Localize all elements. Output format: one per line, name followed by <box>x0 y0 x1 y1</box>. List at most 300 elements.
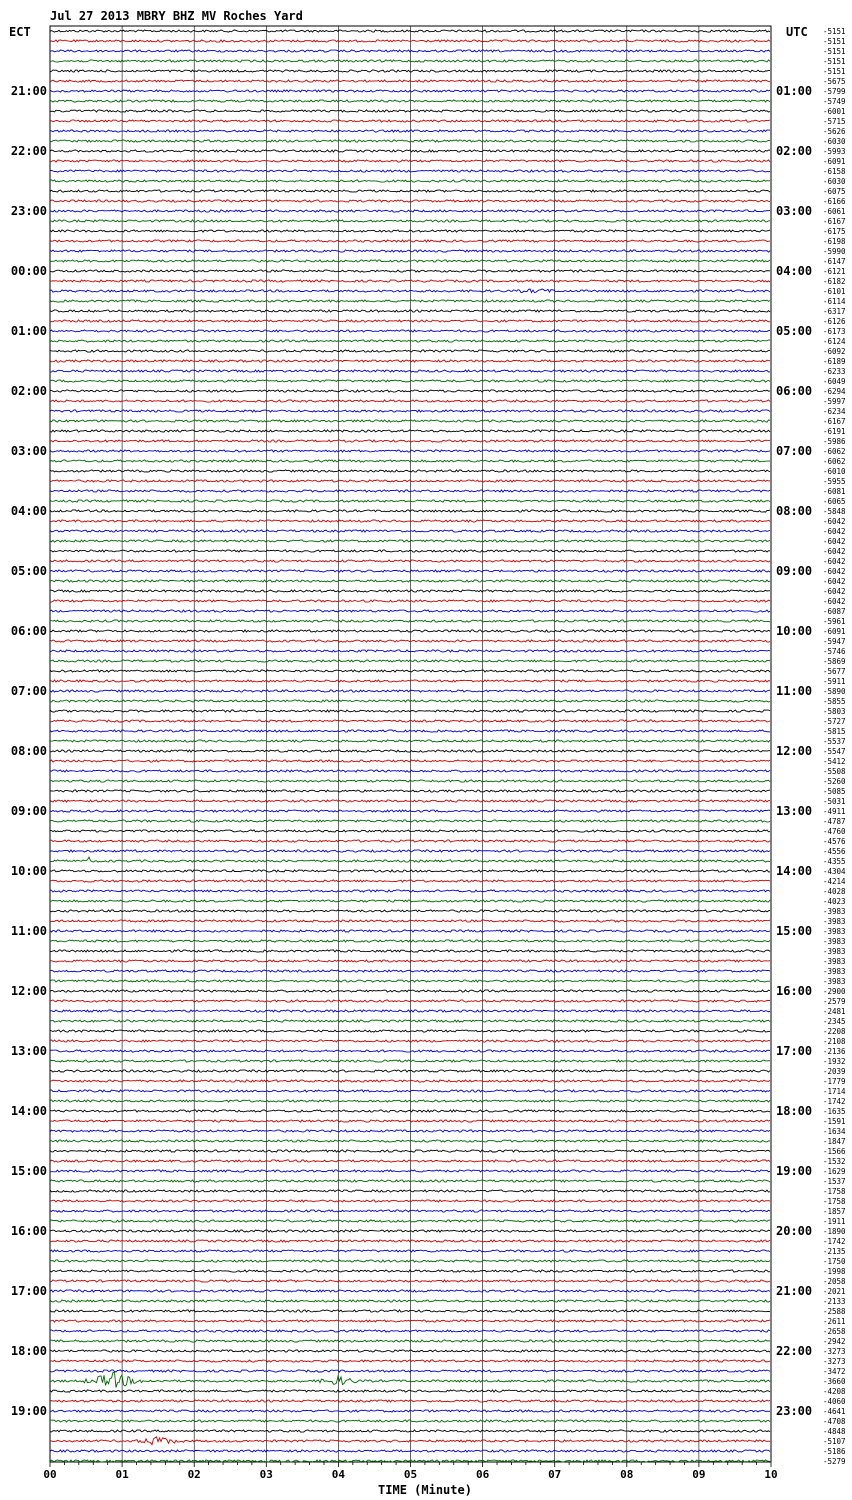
trace-offset-label: -4760 <box>823 827 846 836</box>
trace-line <box>50 660 770 662</box>
trace-line <box>50 130 770 132</box>
trace-offset-label: -1566 <box>823 1147 846 1156</box>
trace-line <box>50 220 770 222</box>
utc-hour-label: 14:00 <box>776 864 813 878</box>
trace-offset-label: -6121 <box>823 267 846 276</box>
trace-offset-label: -2942 <box>823 1337 846 1346</box>
x-tick-label: 05 <box>403 1468 418 1481</box>
trace-offset-label: -5990 <box>823 247 846 256</box>
utc-hour-label: 17:00 <box>776 1044 813 1058</box>
trace-line <box>50 1050 770 1052</box>
trace-offset-label: -5508 <box>823 767 846 776</box>
ect-hour-label: 01:00 <box>10 324 47 338</box>
utc-hour-label: 19:00 <box>776 1164 813 1178</box>
trace-offset-label: -4060 <box>823 1397 846 1406</box>
trace-line <box>50 1030 770 1032</box>
trace-line <box>50 920 770 922</box>
trace-offset-label: -6087 <box>823 607 846 616</box>
trace-line <box>50 680 770 682</box>
trace-line <box>50 730 770 732</box>
trace-offset-label: -2588 <box>823 1307 846 1316</box>
trace-offset-label: -3983 <box>823 907 846 916</box>
trace-line <box>50 490 770 492</box>
trace-offset-label: -2208 <box>823 1027 846 1036</box>
trace-line <box>50 1190 770 1192</box>
trace-offset-label: -5085 <box>823 787 846 796</box>
trace-offset-label: -6062 <box>823 447 846 456</box>
trace-line <box>50 1230 770 1232</box>
trace-offset-label: -6042 <box>823 567 846 576</box>
trace-offset-label: -2135 <box>823 1247 846 1256</box>
trace-offset-label: -5031 <box>823 797 846 806</box>
ect-hour-label: 10:00 <box>10 864 47 878</box>
left-axis-label: ECT <box>9 25 31 39</box>
trace-line <box>50 1120 770 1122</box>
ect-hour-label: 08:00 <box>10 744 47 758</box>
trace-offset-label: -5412 <box>823 757 846 766</box>
trace-line <box>50 1240 770 1242</box>
trace-offset-label: -6091 <box>823 627 846 636</box>
trace-offset-label: -6030 <box>823 137 846 146</box>
trace-line <box>50 1220 770 1222</box>
trace-offset-label: -6092 <box>823 347 846 356</box>
utc-hour-label: 16:00 <box>776 984 813 998</box>
trace-offset-label: -5803 <box>823 707 846 716</box>
trace-line <box>50 1310 770 1312</box>
trace-offset-label: -4028 <box>823 887 846 896</box>
trace-offset-label: -6062 <box>823 457 846 466</box>
trace-offset-label: -1998 <box>823 1267 846 1276</box>
trace-offset-label: -6101 <box>823 287 846 296</box>
trace-offset-label: -1932 <box>823 1057 846 1066</box>
trace-offset-label: -6030 <box>823 177 846 186</box>
trace-offset-label: -2658 <box>823 1327 846 1336</box>
trace-line <box>50 70 770 72</box>
x-tick-label: 02 <box>187 1468 201 1481</box>
trace-offset-label: -3983 <box>823 927 846 936</box>
trace-offset-label: -1634 <box>823 1127 846 1136</box>
trace-line <box>50 1040 770 1042</box>
trace-offset-label: -2136 <box>823 1047 846 1056</box>
ect-hour-label: 03:00 <box>10 444 47 458</box>
trace-line <box>50 770 770 772</box>
ect-hour-label: 17:00 <box>10 1284 47 1298</box>
trace-line <box>50 820 770 822</box>
trace-offset-label: -6166 <box>823 197 846 206</box>
right-axis-label: UTC <box>786 25 808 39</box>
trace-line <box>50 890 770 892</box>
trace-line <box>50 370 770 372</box>
trace-offset-label: -4304 <box>823 867 846 876</box>
trace-line <box>50 720 770 722</box>
trace-offset-label: -6182 <box>823 277 846 286</box>
trace-offset-label: -3983 <box>823 977 846 986</box>
trace-line <box>50 250 770 252</box>
trace-offset-label: -6042 <box>823 537 846 546</box>
trace-line <box>50 1180 770 1182</box>
trace-offset-label: -2108 <box>823 1037 846 1046</box>
trace-offset-label: -6042 <box>823 547 846 556</box>
trace-line <box>50 630 770 632</box>
trace-offset-label: -3983 <box>823 937 846 946</box>
trace-offset-label: -1847 <box>823 1137 846 1146</box>
trace-line <box>50 1400 770 1402</box>
trace-line <box>50 1280 770 1282</box>
trace-line <box>50 850 770 852</box>
trace-offset-label: -6042 <box>823 597 846 606</box>
trace-offset-label: -4708 <box>823 1417 846 1426</box>
ect-hour-label: 06:00 <box>10 624 47 638</box>
trace-line <box>50 1260 770 1262</box>
ect-hour-label: 07:00 <box>10 684 47 698</box>
trace-offset-label: -5911 <box>823 677 846 686</box>
trace-line <box>50 940 770 942</box>
trace-offset-label: -6294 <box>823 387 846 396</box>
trace-offset-label: -6065 <box>823 497 846 506</box>
trace-line <box>50 550 770 552</box>
trace-offset-label: -6126 <box>823 317 846 326</box>
trace-offset-label: -5727 <box>823 717 846 726</box>
trace-line <box>50 740 770 742</box>
trace-line <box>50 1450 770 1452</box>
trace-line <box>50 310 770 312</box>
trace-offset-label: -4787 <box>823 817 846 826</box>
trace-offset-label: -1635 <box>823 1107 846 1116</box>
utc-hour-label: 03:00 <box>776 204 813 218</box>
trace-line <box>50 90 770 92</box>
trace-line <box>50 580 770 582</box>
trace-line <box>50 50 770 52</box>
utc-hour-label: 15:00 <box>776 924 813 938</box>
trace-line <box>50 710 770 712</box>
trace-offset-label: -4214 <box>823 877 846 886</box>
seismic-traces <box>50 30 770 1462</box>
trace-offset-label: -6061 <box>823 207 846 216</box>
trace-line <box>50 500 770 502</box>
ect-hour-label: 05:00 <box>10 564 47 578</box>
ect-hour-label: 23:00 <box>10 204 47 218</box>
trace-line <box>50 590 770 592</box>
ect-hour-label: 11:00 <box>10 924 47 938</box>
trace-line <box>50 1420 770 1422</box>
trace-line <box>50 1350 770 1352</box>
trace-line <box>50 1270 770 1272</box>
trace-line <box>50 1320 770 1322</box>
trace-offset-label: -6234 <box>823 407 846 416</box>
trace-offset-label: -6173 <box>823 327 846 336</box>
trace-offset-label: -6042 <box>823 527 846 536</box>
trace-line <box>50 450 770 452</box>
trace-offset-label: -2611 <box>823 1317 846 1326</box>
trace-line <box>50 870 770 872</box>
x-tick-label: 08 <box>620 1468 634 1481</box>
ect-hour-labels <box>11 84 47 1418</box>
trace-line <box>50 1020 770 1022</box>
trace-offset-label: -5986 <box>823 437 846 446</box>
trace-offset-label: -1714 <box>823 1087 846 1096</box>
x-tick-label: 07 <box>548 1468 562 1481</box>
trace-offset-label: -1911 <box>823 1217 846 1226</box>
utc-hour-label: 18:00 <box>776 1104 813 1118</box>
ect-hour-label: 15:00 <box>10 1164 47 1178</box>
trace-offset-label: -5961 <box>823 617 846 626</box>
trace-offset-label: -5537 <box>823 737 846 746</box>
trace-line <box>50 260 770 262</box>
trace-offset-label: -6175 <box>823 227 846 236</box>
x-tick-label: 03 <box>259 1468 273 1481</box>
trace-offset-label: -5107 <box>823 1437 846 1446</box>
trace-line <box>50 1372 770 1387</box>
trace-offset-label: -6124 <box>823 337 846 346</box>
trace-line <box>50 840 770 842</box>
trace-line <box>50 289 770 293</box>
trace-offset-label: -6042 <box>823 517 846 526</box>
trace-line <box>50 610 770 612</box>
trace-line <box>50 760 770 762</box>
trace-offset-label: -6091 <box>823 157 846 166</box>
trace-offset-label: -2021 <box>823 1287 846 1296</box>
trace-offset-label: -5993 <box>823 147 846 156</box>
trace-line <box>50 1200 770 1202</box>
trace-line <box>50 280 770 282</box>
trace-offset-label: -5151 <box>823 27 846 36</box>
trace-line <box>50 200 770 202</box>
x-axis-ticks <box>43 1462 777 1481</box>
trace-offset-label: -3983 <box>823 947 846 956</box>
ect-hour-label: 02:00 <box>10 384 47 398</box>
trace-offset-label: -2133 <box>823 1297 846 1306</box>
trace-line <box>50 1130 770 1132</box>
trace-line <box>50 1110 770 1112</box>
trace-offset-label: -1742 <box>823 1097 846 1106</box>
trace-offset-label: -6147 <box>823 257 846 266</box>
trace-offset-label: -1750 <box>823 1257 846 1266</box>
x-tick-label: 00 <box>43 1468 57 1481</box>
trace-line <box>50 1000 770 1002</box>
trace-line <box>50 1100 770 1102</box>
trace-offset-label: -4208 <box>823 1387 846 1396</box>
trace-line <box>50 810 770 812</box>
trace-offset-label: -5715 <box>823 117 846 126</box>
trace-line <box>50 560 770 562</box>
utc-hour-label: 13:00 <box>776 804 813 818</box>
trace-line <box>50 1330 770 1332</box>
trace-line <box>50 510 770 512</box>
trace-line <box>50 110 770 112</box>
trace-line <box>50 1210 770 1212</box>
trace-line <box>50 830 770 832</box>
trace-line <box>50 857 770 862</box>
trace-line <box>50 1300 770 1302</box>
x-tick-label: 10 <box>764 1468 778 1481</box>
trace-offset-label: -4576 <box>823 837 846 846</box>
ect-hour-label: 16:00 <box>10 1224 47 1238</box>
trace-offset-label: -1629 <box>823 1167 846 1176</box>
trace-line <box>50 120 770 122</box>
utc-hour-label: 23:00 <box>776 1404 813 1418</box>
trace-line <box>50 470 770 472</box>
trace-offset-label: -4641 <box>823 1407 846 1416</box>
trace-line <box>50 390 770 392</box>
trace-line <box>50 180 770 182</box>
trace-line <box>50 40 770 42</box>
trace-line <box>50 1430 770 1432</box>
trace-line <box>50 230 770 232</box>
trace-line <box>50 380 770 382</box>
trace-offset-label: -6001 <box>823 107 846 116</box>
trace-offset-label: -6158 <box>823 167 846 176</box>
trace-line <box>50 350 770 352</box>
trace-line <box>50 140 770 142</box>
trace-offset-label: -6042 <box>823 557 846 566</box>
ect-hour-label: 04:00 <box>10 504 47 518</box>
utc-hour-label: 01:00 <box>776 84 813 98</box>
trace-offset-label: -3273 <box>823 1347 846 1356</box>
trace-line <box>50 930 770 932</box>
trace-offset-label: -1537 <box>823 1177 846 1186</box>
trace-line <box>50 1390 770 1392</box>
trace-offset-label: -2039 <box>823 1067 846 1076</box>
trace-offset-label: -5547 <box>823 747 846 756</box>
chart-title: Jul 27 2013 MBRY BHZ MV Roches Yard <box>50 9 303 23</box>
trace-line <box>50 980 770 982</box>
ect-hour-label: 18:00 <box>10 1344 47 1358</box>
utc-hour-label: 02:00 <box>776 144 813 158</box>
trace-line <box>50 210 770 212</box>
trace-offset-label: -4556 <box>823 847 846 856</box>
trace-offset-label: -5890 <box>823 687 846 696</box>
trace-line <box>50 640 770 642</box>
trace-line <box>50 800 770 802</box>
trace-line <box>50 970 770 972</box>
trace-offset-label: -1758 <box>823 1197 846 1206</box>
trace-offset-label: -6233 <box>823 367 846 376</box>
trace-line <box>50 880 770 882</box>
trace-offset-label: -5260 <box>823 777 846 786</box>
trace-offset-label: -5955 <box>823 477 846 486</box>
trace-line <box>50 460 770 462</box>
x-tick-label: 09 <box>692 1468 706 1481</box>
trace-line <box>50 900 770 902</box>
utc-hour-label: 08:00 <box>776 504 813 518</box>
x-tick-label: 01 <box>115 1468 129 1481</box>
trace-line <box>50 990 770 992</box>
trace-offset-label: -3983 <box>823 917 846 926</box>
trace-line <box>50 1360 770 1362</box>
trace-offset-label: -3983 <box>823 957 846 966</box>
trace-offset-label: -6114 <box>823 297 846 306</box>
trace-line <box>50 1010 770 1012</box>
trace-line <box>50 520 770 522</box>
x-tick-label: 06 <box>475 1468 490 1481</box>
trace-line <box>50 60 770 62</box>
trace-offset-label: -5749 <box>823 97 846 106</box>
trace-offset-label: -1779 <box>823 1077 846 1086</box>
trace-offset-label: -5151 <box>823 67 846 76</box>
trace-line <box>50 80 770 82</box>
trace-line <box>50 1340 770 1342</box>
trace-line <box>50 600 770 602</box>
trace-offset-label: -5746 <box>823 647 846 656</box>
utc-hour-label: 06:00 <box>776 384 813 398</box>
trace-line <box>50 1370 770 1372</box>
trace-offset-label: -5799 <box>823 87 846 96</box>
trace-line <box>50 480 770 482</box>
trace-offset-label: -2058 <box>823 1277 846 1286</box>
ect-hour-label: 12:00 <box>10 984 47 998</box>
trace-line <box>50 1437 770 1445</box>
trace-line <box>50 100 770 102</box>
trace-line <box>50 650 770 652</box>
utc-hour-label: 05:00 <box>776 324 813 338</box>
trace-line <box>50 150 770 152</box>
trace-line <box>50 1410 770 1412</box>
trace-line <box>50 690 770 692</box>
ect-hour-label: 00:00 <box>10 264 47 278</box>
trace-offset-label: -4355 <box>823 857 846 866</box>
trace-offset-label: -2900 <box>823 987 846 996</box>
trace-offset-label: -1532 <box>823 1157 846 1166</box>
trace-offset-label: -6081 <box>823 487 846 496</box>
trace-offset-label: -1890 <box>823 1227 846 1236</box>
trace-line <box>50 190 770 192</box>
trace-line <box>50 340 770 342</box>
utc-hour-label: 22:00 <box>776 1344 813 1358</box>
trace-line <box>50 320 770 322</box>
ect-hour-label: 09:00 <box>10 804 47 818</box>
ect-hour-label: 14:00 <box>10 1104 47 1118</box>
trace-offset-label: -1742 <box>823 1237 846 1246</box>
utc-hour-labels <box>776 84 812 1418</box>
trace-offset-label: -6042 <box>823 577 846 586</box>
utc-hour-label: 11:00 <box>776 684 813 698</box>
trace-line <box>50 910 770 912</box>
trace-line <box>50 410 770 412</box>
trace-offset-label: -5151 <box>823 57 846 66</box>
x-tick-label: 04 <box>331 1468 346 1481</box>
trace-offset-label: -6049 <box>823 377 846 386</box>
trace-offset-label: -5675 <box>823 77 846 86</box>
trace-line <box>50 30 770 32</box>
trace-offset-label: -2579 <box>823 997 846 1006</box>
trace-offset-label: -5855 <box>823 697 846 706</box>
trace-line <box>50 960 770 962</box>
trace-offset-label: -3983 <box>823 967 846 976</box>
utc-hour-label: 09:00 <box>776 564 813 578</box>
trace-line <box>50 420 770 422</box>
trace-line <box>50 670 770 672</box>
trace-offset-label: -6167 <box>823 417 846 426</box>
trace-offset-label: -6317 <box>823 307 846 316</box>
x-axis-label: TIME (Minute) <box>378 1483 472 1497</box>
trace-line <box>50 540 770 542</box>
trace-offset-label: -5186 <box>823 1447 846 1456</box>
ect-hour-label: 22:00 <box>10 144 47 158</box>
trace-offset-label: -5848 <box>823 507 846 516</box>
trace-offset-label: -1857 <box>823 1207 846 1216</box>
trace-offset-label: -6042 <box>823 587 846 596</box>
trace-line <box>50 170 770 172</box>
trace-offset-label: -2481 <box>823 1007 846 1016</box>
trace-offset-label: -5997 <box>823 397 846 406</box>
trace-offset-label: -3660 <box>823 1377 846 1386</box>
trace-line <box>50 1290 770 1292</box>
trace-offset-label: -6167 <box>823 217 846 226</box>
ect-hour-label: 21:00 <box>10 84 47 98</box>
trace-offset-label: -5151 <box>823 37 846 46</box>
utc-hour-label: 21:00 <box>776 1284 813 1298</box>
trace-line <box>50 1080 770 1082</box>
